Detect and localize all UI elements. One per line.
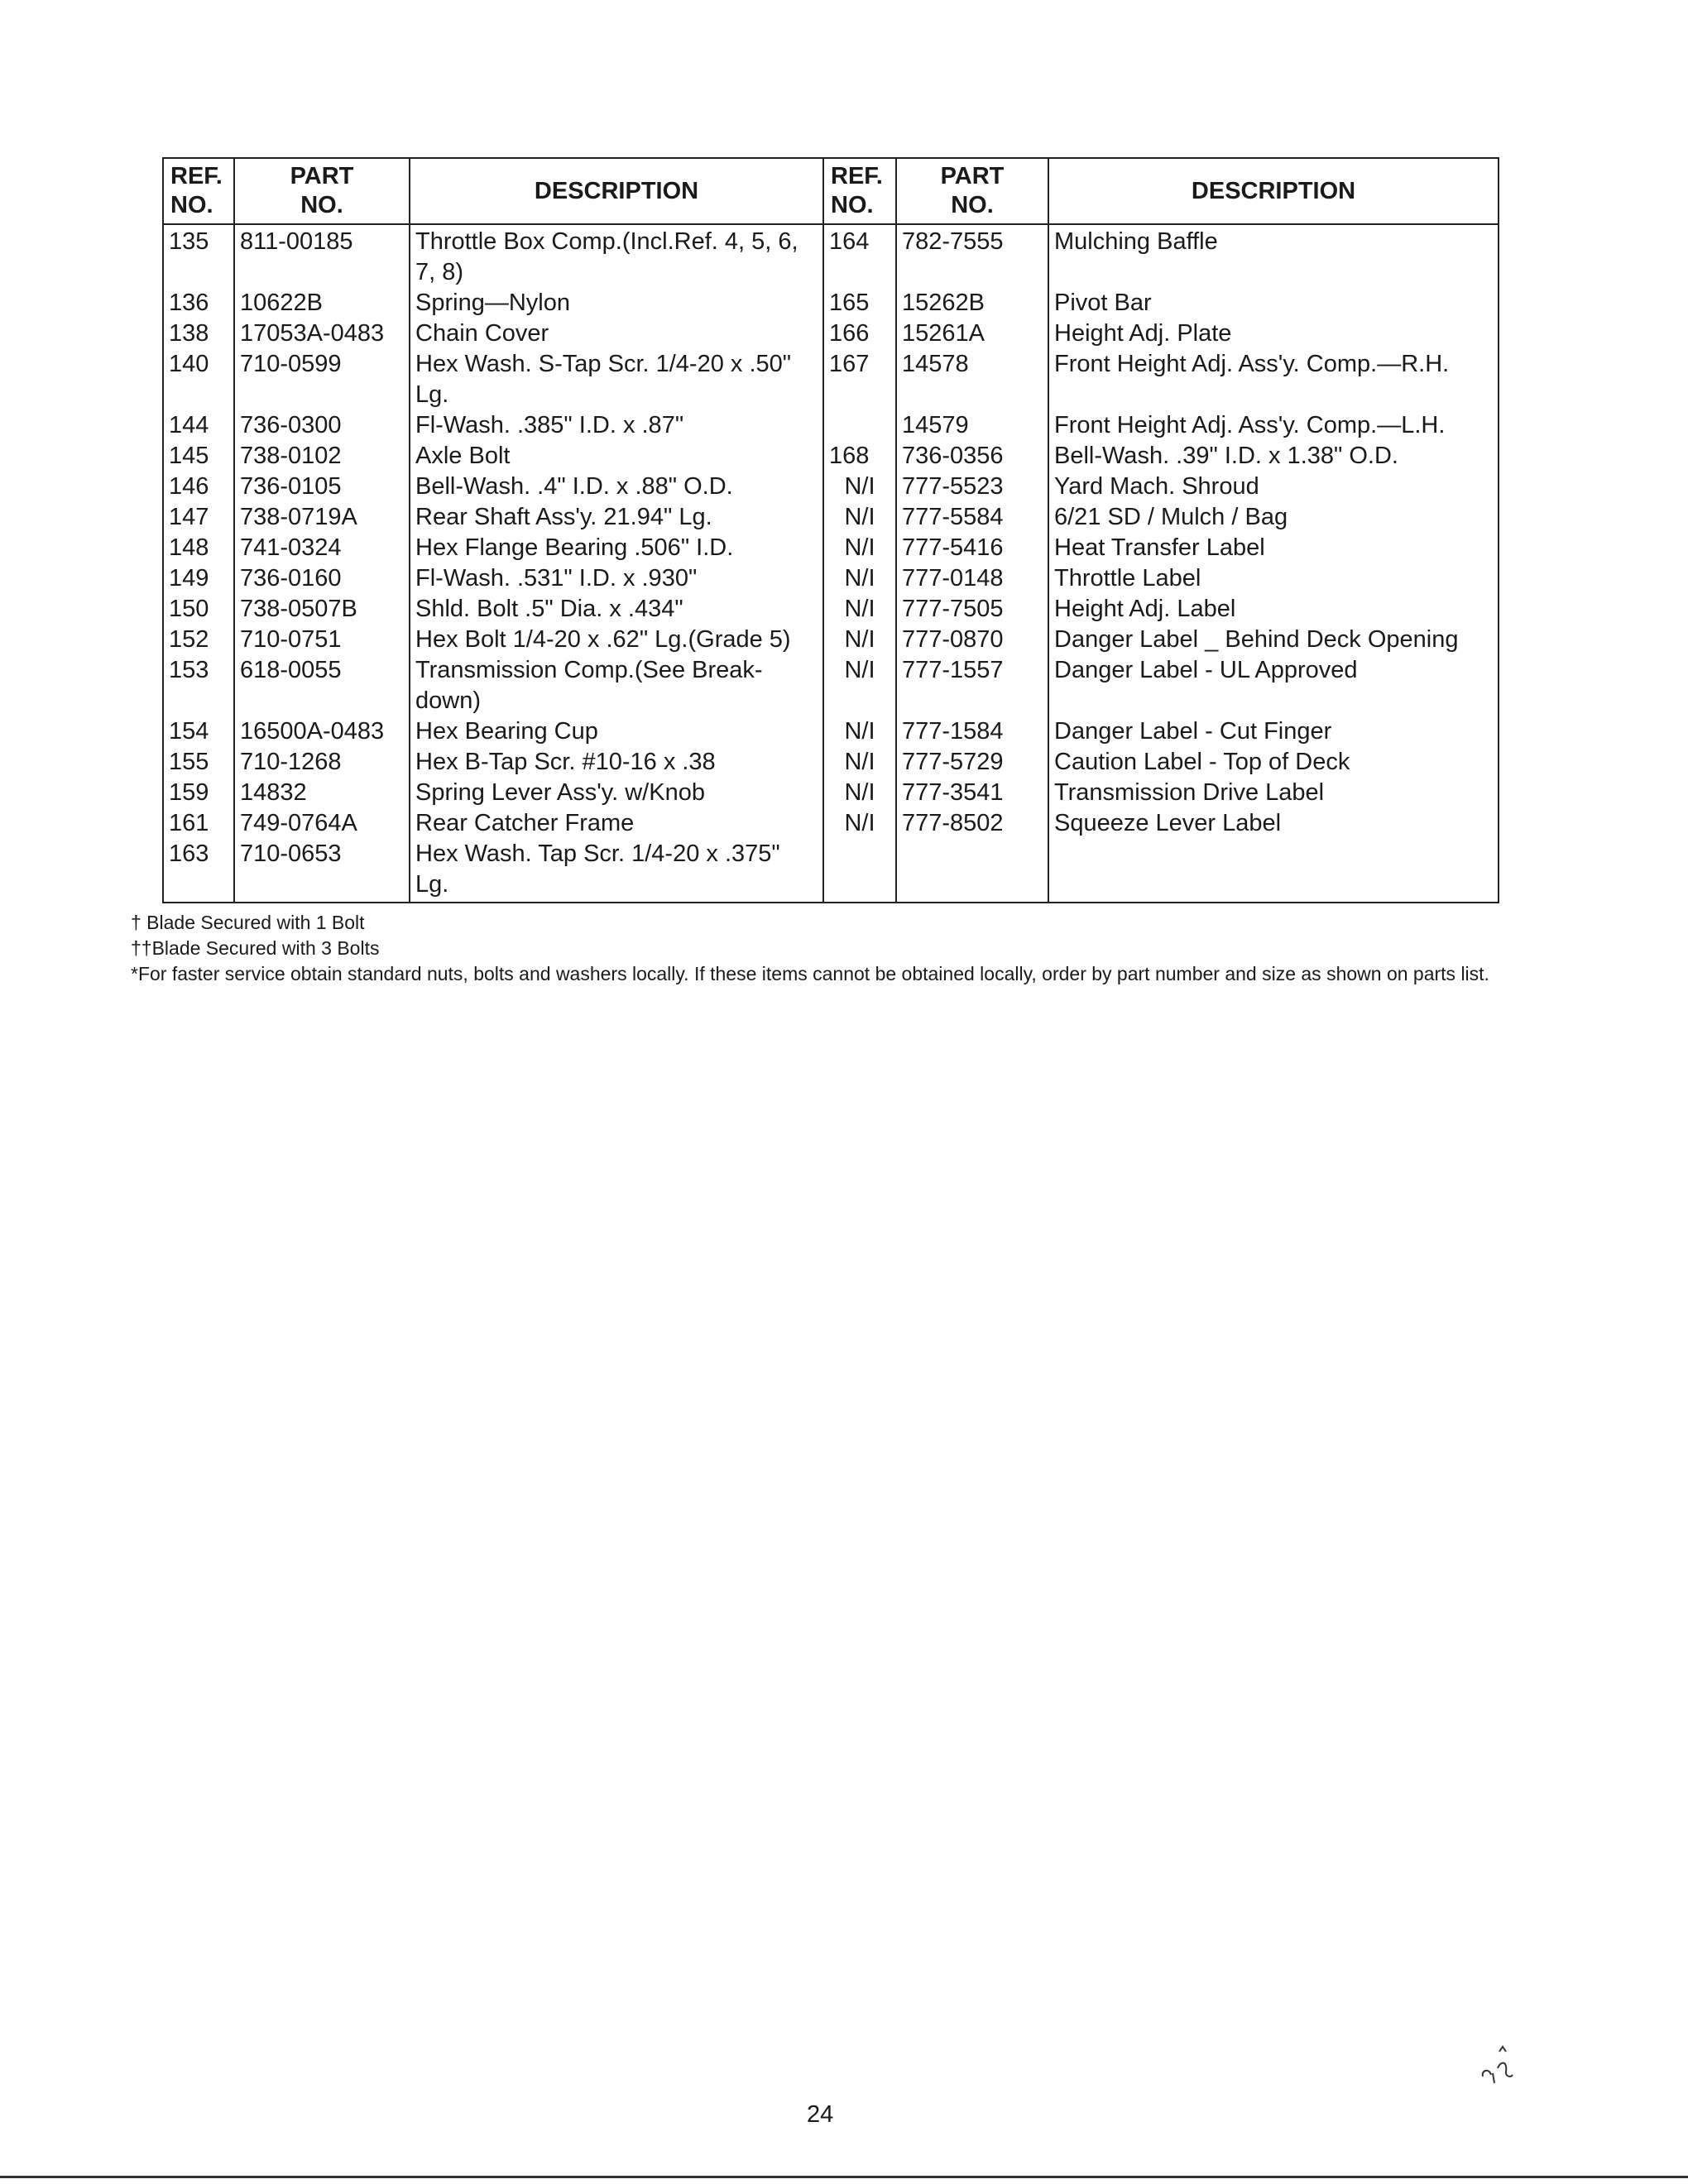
part-no-cell-right: 777-5729 xyxy=(896,747,1048,778)
description-cell: Hex Wash. Tap Scr. 1/4-20 x .375" Lg. xyxy=(410,839,823,903)
description-cell: Fl-Wash. .531" I.D. x .930" xyxy=(410,563,823,594)
description-cell-right: Height Adj. Plate xyxy=(1048,318,1499,349)
table-row xyxy=(163,502,1499,533)
handwritten-mark-icon xyxy=(1465,2043,1531,2101)
table-row xyxy=(163,533,1499,563)
part-no-cell: 710-1268 xyxy=(234,747,410,778)
description-cell: Hex Flange Bearing .506" I.D. xyxy=(410,533,823,563)
footnote-service: *For faster service obtain standard nuts, bolts and washers locally. If these items cannot be obtained locally, order by part number and size as shown on parts list. xyxy=(131,963,1489,984)
description-cell: Rear Shaft Ass'y. 21.94" Lg. xyxy=(410,502,823,533)
part-no-cell-right: 777-8502 xyxy=(896,808,1048,839)
ref-no-cell: 147 xyxy=(163,502,234,533)
part-no-header-right: PART NO. xyxy=(896,158,1048,224)
ref-no-cell-right: N/I xyxy=(823,808,896,839)
table-row xyxy=(163,224,1499,288)
table-row xyxy=(163,716,1499,747)
footnotes xyxy=(131,910,1529,987)
description-cell-right: Caution Label - Top of Deck xyxy=(1048,747,1499,778)
ref-no-cell: 150 xyxy=(163,594,234,625)
part-no-cell: 16500A-0483 xyxy=(234,716,410,747)
part-no-cell: 738-0719A xyxy=(234,502,410,533)
ref-no-cell: 153 xyxy=(163,655,234,716)
part-no-cell: 14832 xyxy=(234,778,410,808)
table-row xyxy=(163,839,1499,903)
description-cell: Throttle Box Comp.(Incl.Ref. 4, 5, 6, 7, 8) xyxy=(410,224,823,288)
description-cell-right: Front Height Adj. Ass'y. Comp.—L.H. xyxy=(1048,410,1499,441)
table-row xyxy=(163,655,1499,716)
ref-no-cell: 149 xyxy=(163,563,234,594)
description-header: DESCRIPTION xyxy=(410,158,823,224)
ref-no-cell: 163 xyxy=(163,839,234,903)
description-cell: Spring Lever Ass'y. w/Knob xyxy=(410,778,823,808)
table-row xyxy=(163,472,1499,502)
ref-no-cell: 136 xyxy=(163,288,234,318)
footnote-single-bolt: † Blade Secured with 1 Bolt xyxy=(131,912,365,933)
description-cell-right: Throttle Label xyxy=(1048,563,1499,594)
part-no-cell: 738-0102 xyxy=(234,441,410,472)
description-cell: Hex Bearing Cup xyxy=(410,716,823,747)
part-no-cell-right: 782-7555 xyxy=(896,224,1048,288)
table-row xyxy=(163,778,1499,808)
table-row xyxy=(163,808,1499,839)
part-no-cell-right: 736-0356 xyxy=(896,441,1048,472)
part-no-cell: 741-0324 xyxy=(234,533,410,563)
ref-no-cell-right: N/I xyxy=(823,563,896,594)
description-cell: Axle Bolt xyxy=(410,441,823,472)
description-cell-right: Front Height Adj. Ass'y. Comp.—R.H. xyxy=(1048,349,1499,410)
part-no-cell-right: 777-0148 xyxy=(896,563,1048,594)
part-no-cell-right: 15261A xyxy=(896,318,1048,349)
part-no-cell: 738-0507B xyxy=(234,594,410,625)
description-cell: Spring—Nylon xyxy=(410,288,823,318)
parts-table xyxy=(162,157,1499,903)
description-cell-right: Squeeze Lever Label xyxy=(1048,808,1499,839)
ref-no-cell-right: N/I xyxy=(823,533,896,563)
footnote-three-bolts: ††Blade Secured with 3 Bolts xyxy=(131,937,380,959)
ref-no-cell: 140 xyxy=(163,349,234,410)
part-no-cell-right: 777-1584 xyxy=(896,716,1048,747)
part-no-cell-right: 15262B xyxy=(896,288,1048,318)
part-no-cell-right: 777-5416 xyxy=(896,533,1048,563)
ref-no-cell-right: N/I xyxy=(823,625,896,655)
ref-no-cell: 161 xyxy=(163,808,234,839)
part-no-cell-right: 14579 xyxy=(896,410,1048,441)
ref-no-cell-right xyxy=(823,839,896,903)
ref-no-cell: 135 xyxy=(163,224,234,288)
description-cell: Fl-Wash. .385" I.D. x .87" xyxy=(410,410,823,441)
part-no-cell: 17053A-0483 xyxy=(234,318,410,349)
bottom-rule xyxy=(0,2176,1688,2178)
part-no-cell: 811-00185 xyxy=(234,224,410,288)
table-row xyxy=(163,594,1499,625)
description-cell-right: 6/21 SD / Mulch / Bag xyxy=(1048,502,1499,533)
table-header-row xyxy=(163,158,1499,224)
part-no-cell-right: 777-5523 xyxy=(896,472,1048,502)
description-header-right: DESCRIPTION xyxy=(1048,158,1499,224)
part-no-cell: 736-0300 xyxy=(234,410,410,441)
ref-no-cell-right: N/I xyxy=(823,747,896,778)
description-cell: Hex B-Tap Scr. #10-16 x .38 xyxy=(410,747,823,778)
table-row xyxy=(163,625,1499,655)
ref-no-cell: 144 xyxy=(163,410,234,441)
ref-no-cell: 145 xyxy=(163,441,234,472)
ref-no-cell-right: 165 xyxy=(823,288,896,318)
description-cell: Chain Cover xyxy=(410,318,823,349)
ref-no-cell-right: N/I xyxy=(823,594,896,625)
part-no-cell: 736-0105 xyxy=(234,472,410,502)
table-row xyxy=(163,349,1499,410)
ref-no-cell-right: N/I xyxy=(823,655,896,716)
description-cell-right xyxy=(1048,839,1499,903)
table-row xyxy=(163,410,1499,441)
ref-no-cell: 148 xyxy=(163,533,234,563)
part-no-cell: 736-0160 xyxy=(234,563,410,594)
description-cell: Shld. Bolt .5" Dia. x .434" xyxy=(410,594,823,625)
description-cell-right: Transmission Drive Label xyxy=(1048,778,1499,808)
description-cell: Transmission Comp.(See Break- down) xyxy=(410,655,823,716)
part-no-cell-right: 777-0870 xyxy=(896,625,1048,655)
ref-no-cell: 154 xyxy=(163,716,234,747)
ref-no-header: REF. NO. xyxy=(163,158,234,224)
page-number: 24 xyxy=(807,2101,834,2128)
ref-no-cell-right: 164 xyxy=(823,224,896,288)
ref-no-header-right: REF. NO. xyxy=(823,158,896,224)
part-no-cell: 710-0751 xyxy=(234,625,410,655)
ref-no-cell: 138 xyxy=(163,318,234,349)
ref-no-cell-right: 168 xyxy=(823,441,896,472)
ref-no-cell-right: 166 xyxy=(823,318,896,349)
description-cell-right: Heat Transfer Label xyxy=(1048,533,1499,563)
parts-table-body xyxy=(163,224,1499,903)
ref-no-cell-right: N/I xyxy=(823,716,896,747)
part-no-header: PART NO. xyxy=(234,158,410,224)
ref-no-cell: 152 xyxy=(163,625,234,655)
description-cell-right: Height Adj. Label xyxy=(1048,594,1499,625)
part-no-cell: 710-0653 xyxy=(234,839,410,903)
part-no-cell-right: 14578 xyxy=(896,349,1048,410)
description-cell-right: Danger Label - UL Approved xyxy=(1048,655,1499,716)
ref-no-cell-right: N/I xyxy=(823,502,896,533)
part-no-cell-right: 777-5584 xyxy=(896,502,1048,533)
part-no-cell-right: 777-7505 xyxy=(896,594,1048,625)
ref-no-cell: 159 xyxy=(163,778,234,808)
ref-no-cell-right: 167 xyxy=(823,349,896,410)
description-cell: Hex Bolt 1/4-20 x .62" Lg.(Grade 5) xyxy=(410,625,823,655)
part-no-cell-right: 777-3541 xyxy=(896,778,1048,808)
description-cell: Hex Wash. S-Tap Scr. 1/4-20 x .50" Lg. xyxy=(410,349,823,410)
description-cell: Bell-Wash. .4" I.D. x .88" O.D. xyxy=(410,472,823,502)
part-no-cell-right: 777-1557 xyxy=(896,655,1048,716)
ref-no-cell: 155 xyxy=(163,747,234,778)
description-cell-right: Mulching Baffle xyxy=(1048,224,1499,288)
table-row xyxy=(163,288,1499,318)
part-no-cell: 618-0055 xyxy=(234,655,410,716)
table-row xyxy=(163,318,1499,349)
description-cell-right: Bell-Wash. .39" I.D. x 1.38" O.D. xyxy=(1048,441,1499,472)
description-cell-right: Pivot Bar xyxy=(1048,288,1499,318)
ref-no-cell-right: N/I xyxy=(823,778,896,808)
part-no-cell-right xyxy=(896,839,1048,903)
ref-no-cell-right xyxy=(823,410,896,441)
part-no-cell: 10622B xyxy=(234,288,410,318)
table-row xyxy=(163,563,1499,594)
part-no-cell: 749-0764A xyxy=(234,808,410,839)
table-row xyxy=(163,441,1499,472)
part-no-cell: 710-0599 xyxy=(234,349,410,410)
table-row xyxy=(163,747,1499,778)
description-cell-right: Yard Mach. Shroud xyxy=(1048,472,1499,502)
ref-no-cell: 146 xyxy=(163,472,234,502)
description-cell-right: Danger Label _ Behind Deck Opening xyxy=(1048,625,1499,655)
description-cell-right: Danger Label - Cut Finger xyxy=(1048,716,1499,747)
description-cell: Rear Catcher Frame xyxy=(410,808,823,839)
ref-no-cell-right: N/I xyxy=(823,472,896,502)
